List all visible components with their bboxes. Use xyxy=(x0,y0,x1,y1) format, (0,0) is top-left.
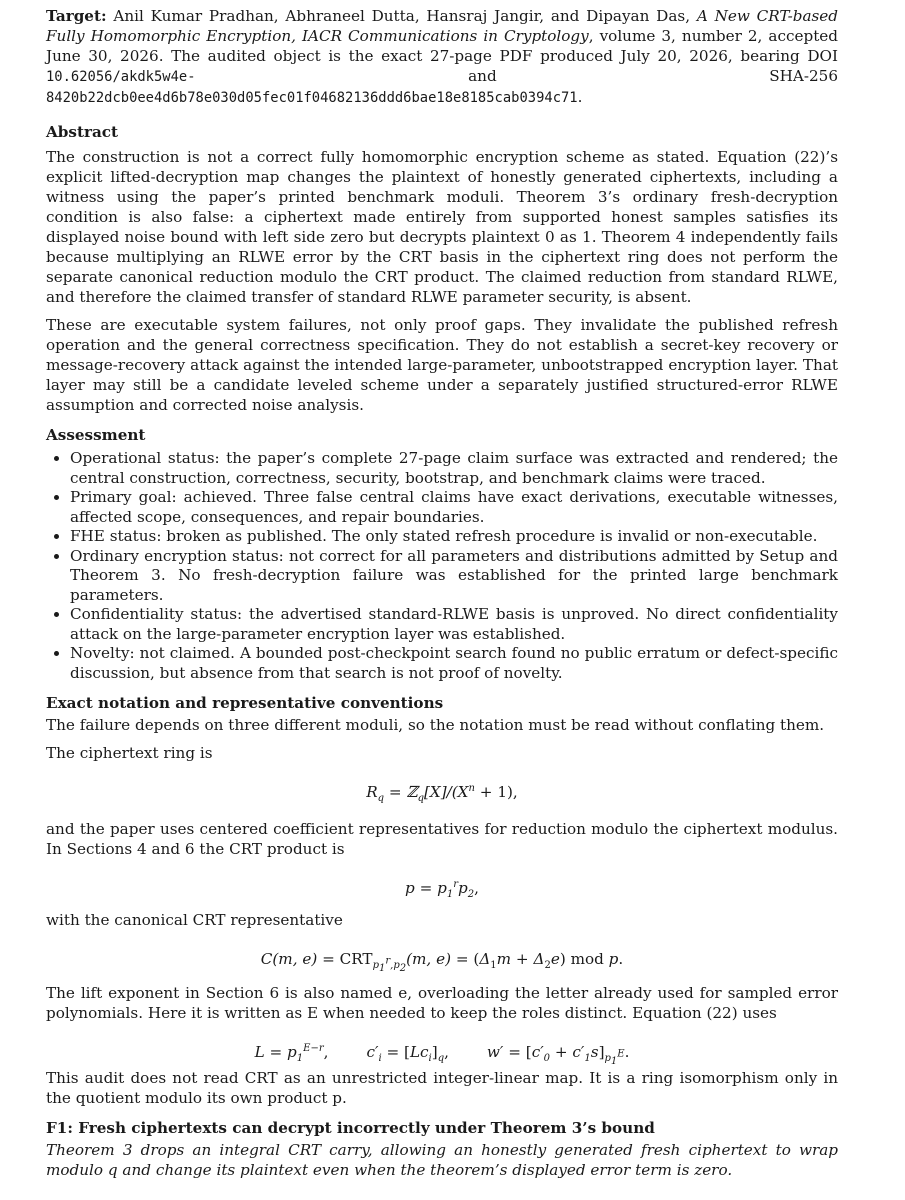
f1-heading: F1: Fresh ciphertexts can decrypt incorrectly under Theorem 3’s bound xyxy=(46,1119,655,1138)
target-doi: 10.62056/akdk5w4e- xyxy=(46,69,196,85)
assessment-item: • Novelty: not claimed. A bounded post-checkpoint search found no public erratum or defect-specific discussion, but absence from that search is not proof of novelty. xyxy=(70,644,838,683)
target-title: A New CRT-based Fully Homomorphic Encryption xyxy=(46,7,839,45)
f1-summary: Theorem 3 drops an integral CRT carry, allowing an honestly generated fresh ciphertext to wrap modulo q and change its plaintext even when the theorem’s displayed error term is zero. xyxy=(46,1141,838,1180)
target-paragraph: Target: Anil Kumar Pradhan, Abhraneel Dutta, Hansraj Jangir, and Dipayan Das, A New CRT-based Fully Homomorphic Encryption, IACR Communications in Cryptology, volume 3, number 2, accepted June 30, 2026. The audited object is the exact 27-page PDF produced July 20, 2026, bearing DOI 10.62056/akdk5w4e- and SHA-256 8420b22dcb0ee4d6b78e030d05fec01f04682136ddd6bae18e8185cab0394c71. xyxy=(46,7,839,106)
abstract-heading: Abstract xyxy=(46,123,119,141)
target-label: Target: xyxy=(46,7,107,25)
assessment-item: • Operational status: the paper’s complete 27-page claim surface was extracted and rendered; the central construction, correctness, security, bootstrap, and benchmark claims were traced. xyxy=(70,449,838,488)
target-venue: IACR Communications in Cryptology xyxy=(302,27,589,45)
abstract-paragraph-2: These are executable system failures, not only proof gaps. They invalidate the published refresh operation and the general correctness specification. They do not establish a secret-key recovery or message-recovery attack against the intended large-parameter, unbootstrapped encryption layer. That layer may still be a candidate leveled scheme under a separately justified structured-error RLWE assumption and corrected noise analysis. xyxy=(46,316,838,414)
notation-paragraph-6: This audit does not read CRT as an unrestricted integer-linear map. It is a ring isomorphism only in the quotient modulo its own product p. xyxy=(46,1069,838,1108)
equation-crt-representative: C(m, $e) = CRT_{p_1^r,p_2}(m$, $e) = (\Delta_1m + \Delta_2e)$ mod p. xyxy=(260,950,624,975)
target-and: and SHA-256 xyxy=(468,67,839,85)
assessment-item: • FHE status: broken as published. The only stated refresh procedure is invalid or non-executable. xyxy=(70,527,838,547)
target-authors: Anil Kumar Pradhan, Abhraneel Dutta, Hansraj Jangir, and Dipayan Das, xyxy=(113,7,691,25)
notation-heading: Exact notation and representative conventions xyxy=(46,694,444,712)
abstract-paragraph-1: The construction is not a correct fully homomorphic encryption scheme as stated. Equation (22)’s explicit lifted-decryption map changes the plaintext of honestly generated ciphertexts, including a witness using the paper’s printed benchmark moduli. Theorem 3’s ordinary fresh-decryption condition is also false: a ciphertext made entirely from supported honest samples satisfies its displayed noise bound with left side zero but decrypts plaintext 0 as 1. Theorem 4 independently fails because multiplying an RLWE error by the CRT basis in the ciphertext ring does not perform the separate canonical reduction modulo the CRT product. The claimed reduction from standard RLWE, and therefore the claimed transfer of standard RLWE parameter security, is absent. xyxy=(46,148,838,306)
target-sha: 8420b22dcb0ee4d6b78e030d05fec01f04682136ddd6bae18e8185cab0394c71 xyxy=(46,90,578,106)
assessment-item: • Confidentiality status: the advertised standard-RLWE basis is unproved. No direct confidentiality attack on the large-parameter encryption layer was established. xyxy=(70,605,838,644)
notation-paragraph-2: The ciphertext ring is xyxy=(46,744,213,762)
assessment-item: • Primary goal: achieved. Three false central claims have exact derivations, executable witnesses, affected scope, consequences, and repair boundaries. xyxy=(70,488,838,527)
equation-ring: $R_q$ = $ℤ_q[X]/(X^n + 1)$, xyxy=(366,782,518,805)
assessment-item: • Ordinary encryption status: not correct for all parameters and distributions admitted by Setup and Theorem 3. No fresh-decryption failure was established for the printed large benchmark parameters. xyxy=(70,547,838,606)
equation-crt-product: $p = p_1^rp_2$, xyxy=(405,878,479,901)
equation-22: $L = p_1^{E-r}$, $c'_i = [Lc_i]_q$, $w' = [c'_0 + c'_1s]_{p_1^E}$. xyxy=(254,1042,630,1068)
paper-page xyxy=(46,6,838,1180)
notation-paragraph-1: The failure depends on three different moduli, so the notation must be read without conflating them. xyxy=(46,716,825,734)
target-end: . xyxy=(577,88,583,106)
assessment-list xyxy=(46,449,838,683)
notation-paragraph-3: and the paper uses centered coefficient representatives for reduction modulo the ciphertext modulus. In Sections 4 and 6 the CRT product is xyxy=(46,820,838,858)
notation-paragraph-5: The lift exponent in Section 6 is also named e, overloading the letter already used for sampled error polynomials. Here it is written as E when needed to keep the roles distinct. Equation (22) uses xyxy=(46,984,838,1023)
notation-paragraph-4: with the canonical CRT representative xyxy=(46,911,343,929)
target-details: , volume 3, number 2, accepted June 30, 2026. The audited object is the exact 27-page PDF produced July 20, 2026, bearing DOI xyxy=(46,27,839,65)
assessment-heading: Assessment xyxy=(46,426,146,444)
